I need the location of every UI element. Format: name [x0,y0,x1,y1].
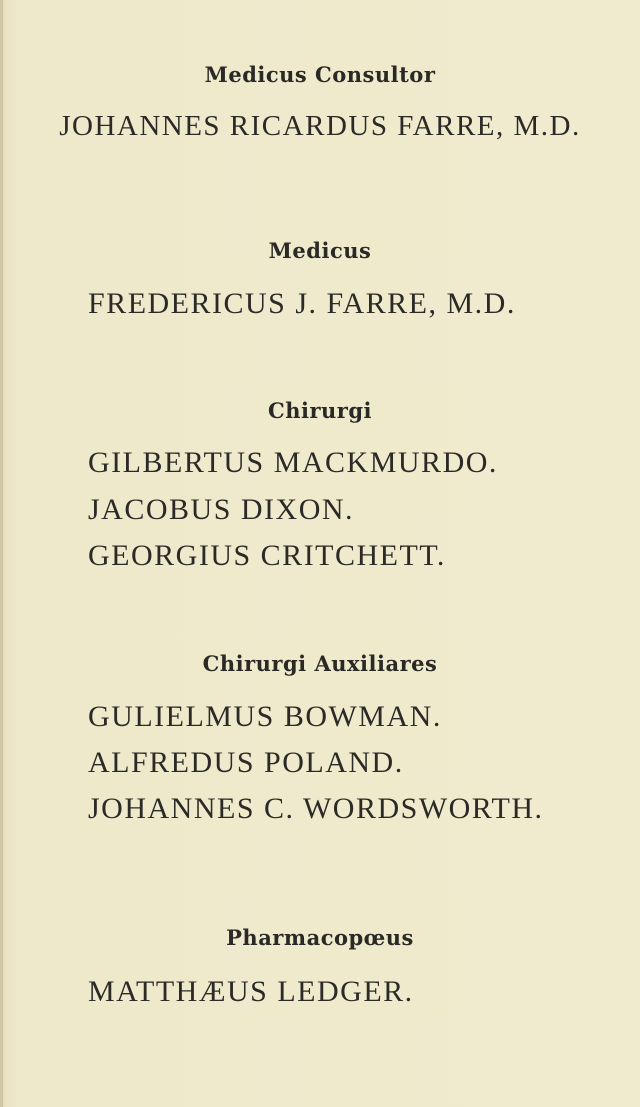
name-johannes-ricardus-farre: JOHANNES RICARDUS FARRE, M.D. [59,110,581,142]
heading-chirurgi-auxiliares: Chirurgi Auxiliares [202,651,438,676]
heading-pharmacopoeus: Pharmacopœus [226,925,414,950]
heading-medicus-consultor: Medicus Consultor [204,62,436,87]
name-georgius-critchett: GEORGIUS CRITCHETT. [88,539,446,572]
name-gulielmus-bowman: GULIELMUS BOWMAN. [88,700,442,733]
name-gilbertus-mackmurdo: GILBERTUS MACKMURDO. [88,446,498,479]
name-matthaeus-ledger: MATTHÆUS LEDGER. [88,975,414,1008]
name-johannes-wordsworth: JOHANNES C. WORDSWORTH. [88,792,544,825]
heading-chirurgi: Chirurgi [267,398,373,423]
heading-medicus: Medicus [268,238,372,263]
name-fredericus-farre: FREDERICUS J. FARRE, M.D. [88,287,516,320]
name-jacobus-dixon: JACOBUS DIXON. [88,493,355,526]
name-alfredus-poland: ALFREDUS POLAND. [88,746,404,779]
